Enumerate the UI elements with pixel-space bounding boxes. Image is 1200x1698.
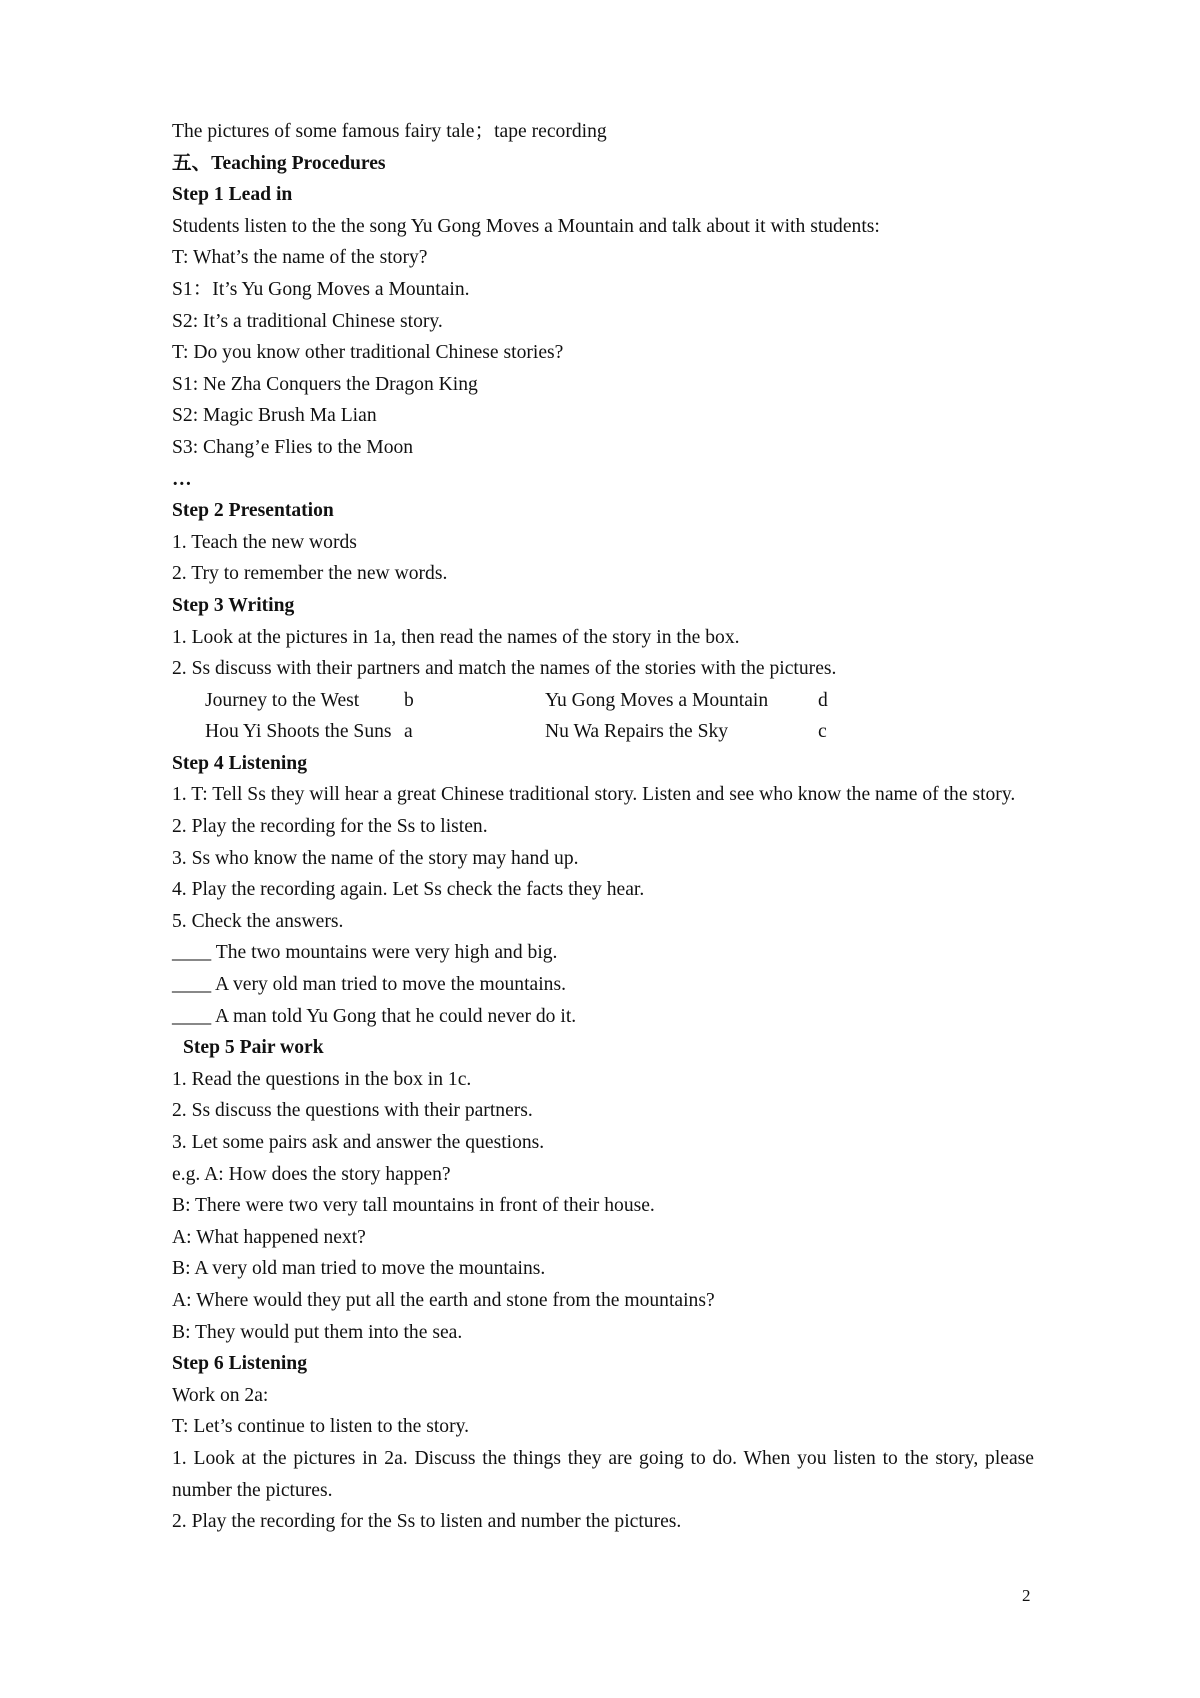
dialogue-line: e.g. A: How does the story happen? [172,1163,451,1185]
dialogue-line: T: Let’s continue to listen to the story. [172,1416,470,1438]
match-letter: a [404,721,413,743]
page-number: 2 [1022,1586,1031,1605]
dialogue-line: S2: It’s a traditional Chinese story. [172,310,443,332]
dialogue-line: T: Do you know other traditional Chinese stories? [172,342,564,364]
dialogue-line: A: Where would they put all the earth and stone from the mountains? [172,1289,715,1311]
list-item: 2. Ss discuss with their partners and match the names of the stories with the pictures. [172,658,837,680]
list-item: 4. Play the recording again. Let Ss check the facts they hear. [172,879,645,901]
dialogue-line: B: They would put them into the sea. [172,1321,463,1343]
section-title: 五、Teaching Procedures [172,152,386,174]
step-heading: Step 6 Listening [172,1353,308,1375]
materials-line: The pictures of some famous fairy tale；tape recording [172,121,607,142]
dialogue-line: T: What’s the name of the story? [172,247,428,269]
match-letter: d [818,689,828,711]
dialogue-line: B: There were two very tall mountains in front of their house. [172,1195,655,1217]
answer-blank-line: ____ The two mountains were very high and big. [172,942,558,964]
match-letter: c [818,721,827,743]
ellipsis: … [172,468,193,490]
match-letter: b [404,689,414,711]
answer-blank-line: ____ A very old man tried to move the mountains. [172,974,566,996]
step-heading: Step 5 Pair work [183,1037,324,1059]
list-item: 3. Let some pairs ask and answer the questions. [172,1132,545,1153]
list-item: 1. Teach the new words [172,531,357,553]
answer-blank-line: ____ A man told Yu Gong that he could never do it. [172,1005,577,1027]
step-heading: Step 3 Writing [172,594,295,616]
dialogue-line: A: What happened next? [172,1226,366,1248]
list-item: 2. Ss discuss the questions with their partners. [172,1100,533,1122]
list-item: 2. Play the recording for the Ss to listen and number the pictures. [172,1511,682,1533]
list-item: 2. Play the recording for the Ss to listen. [172,816,488,838]
story-name: Journey to the West [205,689,360,711]
list-item: 1. Look at the pictures in 2a. Discuss the things they are going to do. When you listen to the story, please number the pictures. [172,1447,1034,1501]
dialogue-line: S2: Magic Brush Ma Lian [172,405,377,427]
dialogue-line: B: A very old man tried to move the mountains. [172,1258,546,1280]
list-item: 5. Check the answers. [172,910,344,932]
list-item: 1. T: Tell Ss they will hear a great Chinese traditional story. Listen and see who know the name of the story. [172,784,1016,806]
step-heading: Step 1 Lead in [172,184,293,206]
match-row [172,685,1034,717]
story-name: Nu Wa Repairs the Sky [545,721,729,743]
step-heading: Step 4 Listening [172,752,308,774]
story-name: Hou Yi Shoots the Suns [205,721,392,743]
list-item: 2. Try to remember the new words. [172,563,448,585]
body-line: Students listen to the the song Yu Gong Moves a Mountain and talk about it with students: [172,215,880,237]
document-body [172,116,1034,1538]
list-item: 1. Read the questions in the box in 1c. [172,1068,472,1090]
dialogue-line: S3: Chang’e Flies to the Moon [172,436,414,458]
step-heading: Step 2 Presentation [172,500,334,522]
list-item: 3. Ss who know the name of the story may hand up. [172,847,579,869]
list-item: 1. Look at the pictures in 1a, then read the names of the story in the box. [172,626,740,648]
match-row [172,716,1034,748]
story-name: Yu Gong Moves a Mountain [545,689,769,711]
dialogue-line: S1：It’s Yu Gong Moves a Mountain. [172,278,470,300]
dialogue-line: S1: Ne Zha Conquers the Dragon King [172,373,478,395]
body-line: Work on 2a: [172,1384,269,1406]
